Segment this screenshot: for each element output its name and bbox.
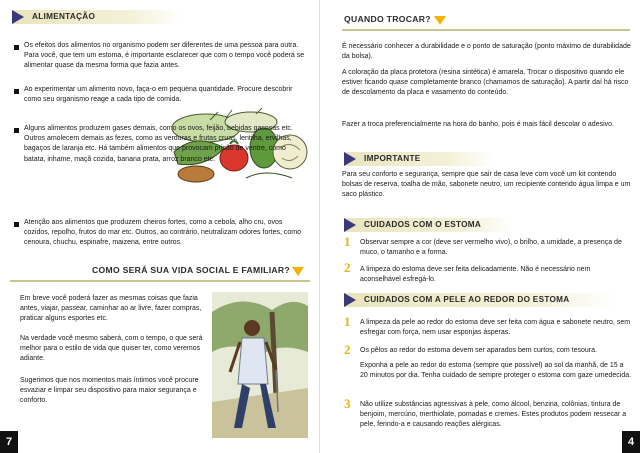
cuidados-pele-item-3: Não utilize substâncias agressivas à pele, como álcool, benzina, colônias, tintura de benjoim, mercúrio, merthiolate, pomadas e cremes. Estes produtos podem ressecar a pele, ferindo-a e causando reações alérgicas. bbox=[360, 401, 627, 429]
page-number-left: 7 bbox=[0, 431, 18, 453]
cuidados-pele-item-2: Os pêlos ao redor do estoma devem ser aparados bem curtos, com tesoura. bbox=[360, 347, 597, 354]
page-number-right: 4 bbox=[622, 431, 640, 453]
alimentacao-item-1: Os efeitos dos alimentos no organismo podem ser diferentes de uma pessoa para outra. Para você, que tem um estoma, é importante esclarecer que com o tempo você poderá se alimentar quase da mesma forma que fazia antes. bbox=[24, 42, 305, 70]
triangle-marker-icon bbox=[12, 10, 24, 24]
triangle-down-icon bbox=[434, 16, 446, 25]
bullet-icon bbox=[14, 45, 19, 50]
bullet-icon bbox=[14, 89, 19, 94]
cuidados-estoma-heading: CUIDADOS COM O ESTOMA bbox=[364, 220, 482, 229]
quando-heading: QUANDO TROCAR? bbox=[344, 14, 431, 24]
cuidados-estoma-item-1: Observar sempre a cor (deve ser vermelho vivo), o brilho, a umidade, a presença de muco, o tamanho e a forma. bbox=[360, 239, 622, 257]
number-2: 2 bbox=[344, 260, 351, 275]
social-paragraph-1: Em breve você poderá fazer as mesmas coisas que fazia antes, viajar, passear, caminhar ao ar livre, fazer compras, praticar alguns esportes etc. bbox=[20, 295, 202, 323]
man-walking-illustration bbox=[212, 292, 308, 438]
quando-paragraph-1: É necessário conhecer a durabilidade e o ponto de saturação (ponto máximo de durabilidade da bolsa). bbox=[342, 43, 631, 61]
triangle-marker-icon bbox=[344, 218, 356, 232]
alimentacao-item-3: Alguns alimentos produzem gases demais, como os ovos, feijão, bebidas gasosas etc. Outros amolecem demais as fezes, como as verduras e frutas cruas, lentilha, ervilhas, bagaços de laranja etc. Há também alimentos que provocam prisão de ventre, como batata, inhame, maçã cozida, banana prata, arroz branco etc. bbox=[24, 125, 293, 163]
number-1: 1 bbox=[344, 234, 351, 249]
cuidados-pele-item-1: A limpeza da pele ao redor do estoma deve ser feita com água e sabonete neutro, sem esfregar com força, nem usar esponjas ásperas. bbox=[360, 319, 631, 337]
quando-paragraph-2: A coloração da placa protetora (resina sintética) é amarela. Trocar o dispositivo quando ele estiver ficando quase completamente branco (chamamos de saturação). A partir daí há risco de descolamento da placa e vasamento do conteúdo. bbox=[342, 69, 629, 97]
social-paragraph-3: Sugerimos que nos momentos mais íntimos você procure esvaziar e limpar seu dispositivo para maior segurança e conforto. bbox=[20, 377, 199, 405]
number-1: 1 bbox=[344, 314, 351, 329]
cuidados-estoma-item-2: A limpeza do estoma deve ser feita delicadamente. Não é necessário nem aconselhável esfregá-lo. bbox=[360, 266, 591, 284]
number-2: 2 bbox=[344, 342, 351, 357]
alimentacao-heading: ALIMENTAÇÃO bbox=[32, 12, 96, 21]
importante-heading: IMPORTANTE bbox=[364, 154, 421, 163]
social-heading: COMO SERÁ SUA VIDA SOCIAL E FAMILIAR? bbox=[92, 265, 290, 275]
bullet-icon bbox=[14, 222, 19, 227]
triangle-marker-icon bbox=[344, 152, 356, 166]
importante-text: Para seu conforto e segurança, sempre que sair de casa leve com você um kit contendo bolsas de reserva, toalha de mão, sabonete neutro, um recipiente contendo água limpa e um saco plástico. bbox=[342, 171, 631, 199]
bullet-icon bbox=[14, 128, 19, 133]
cuidados-pele-item-2b: Exponha a pele ao redor do estoma (sempre que possível) ao sol da manhã, de 15 a 20 minutos por dia. Tenha cuidado de sempre proteger o estoma com gaze umedecida. bbox=[360, 362, 632, 380]
social-rule bbox=[10, 280, 310, 282]
quando-rule bbox=[342, 29, 630, 31]
social-paragraph-2: Na verdade você mesmo saberá, com o tempo, o que será melhor para o estilo de vida que quiser ter, como veremos adiante. bbox=[20, 335, 203, 363]
right-page bbox=[320, 0, 640, 453]
alimentacao-item-2: Ao experimentar um alimento novo, faça-o em pequena quantidade. Procure descobrir como seu organismo reage a cada tipo de comida. bbox=[24, 86, 293, 104]
alimentacao-item-4: Atenção aos alimentos que produzem cheiros fortes, como a cebola, alho cru, ovos cozidos, repolho, frutos do mar etc. Outros, ao contrário, neutralizam odores fortes, como cenoura, chuchu, espinafre, maizena, entre outros. bbox=[24, 219, 302, 247]
triangle-down-icon bbox=[292, 267, 304, 276]
cuidados-pele-heading: CUIDADOS COM A PELE AO REDOR DO ESTOMA bbox=[364, 295, 570, 304]
number-3: 3 bbox=[344, 396, 351, 411]
quando-paragraph-3: Fazer a troca preferencialmente na hora do banho, pois é mais fácil descolar o adesivo. bbox=[342, 121, 614, 128]
triangle-marker-icon bbox=[344, 293, 356, 307]
